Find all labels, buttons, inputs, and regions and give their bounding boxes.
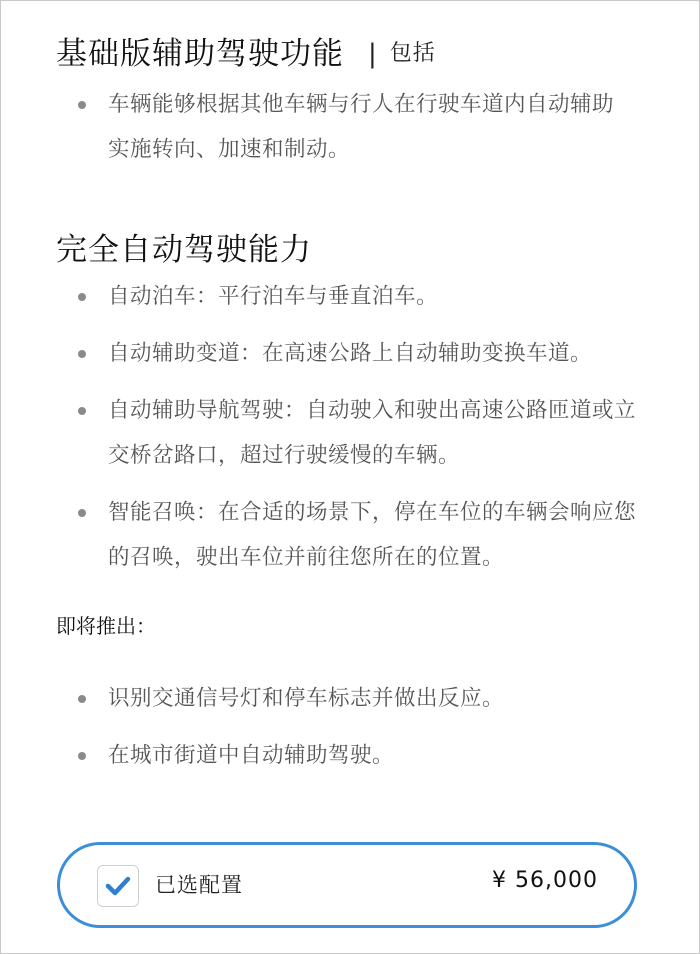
fsd-title: 完全自动驾驶能力: [56, 232, 312, 268]
basic-assist-title: 基础版辅助驾驶功能: [56, 36, 344, 72]
fsd-list: [56, 274, 646, 580]
list-item: 自动辅助变道：在高速公路上自动辅助变换车道。: [56, 331, 618, 376]
list-item: 自动辅助导航驾驶：自动驶入和驶出高速公路匝道或立交桥岔路口，超过行驶缓慢的车辆。: [56, 388, 648, 478]
basic-assist-section: [56, 30, 646, 172]
option-checkbox[interactable]: [97, 865, 139, 907]
included-label: 包括: [389, 41, 436, 66]
feature-content: [56, 30, 646, 778]
option-label: 已选配置: [155, 873, 243, 897]
selected-option-card[interactable]: [57, 842, 637, 928]
upcoming-note: 即将推出：: [56, 614, 156, 638]
list-item: 车辆能够根据其他车辆与行人在行驶车道内自动辅助实施转向、加速和制动。: [56, 82, 628, 172]
basic-assist-list: [56, 82, 646, 172]
title-separator: |: [368, 39, 378, 69]
fsd-section: [56, 226, 646, 778]
upcoming-list: [56, 676, 646, 778]
option-price: ¥ 56,000: [492, 868, 598, 893]
checkmark-icon: [105, 875, 131, 897]
list-item: 智能召唤：在合适的场景下，停在车位的车辆会响应您的召唤，驶出车位并前往您所在的位置。: [56, 490, 648, 580]
basic-assist-title-row: [56, 30, 646, 78]
list-item: 自动泊车：平行泊车与垂直泊车。: [56, 274, 646, 319]
list-item: 在城市街道中自动辅助驾驶。: [56, 733, 646, 778]
list-item: 识别交通信号灯和停车标志并做出反应。: [56, 676, 646, 721]
